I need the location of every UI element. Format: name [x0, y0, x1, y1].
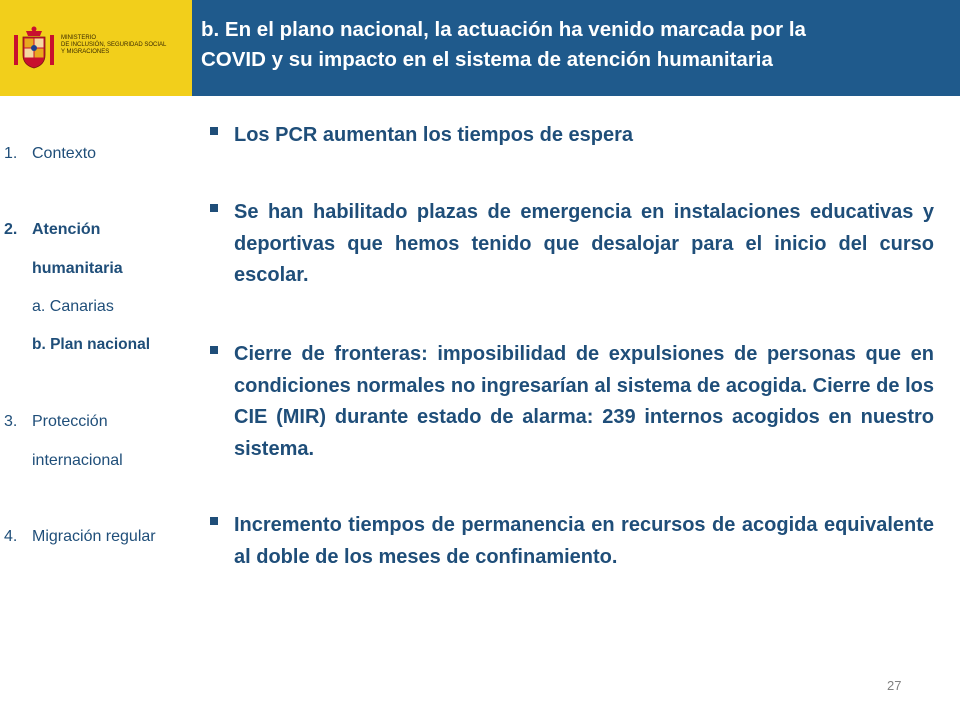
nav-item-label: internacional: [32, 452, 123, 469]
nav-item-number: 3.: [4, 413, 18, 430]
ministry-line: Y MIGRACIONES: [61, 49, 110, 55]
bullet-item: [208, 510, 934, 573]
square-bullet-icon: [210, 127, 218, 135]
ministry-line: MINISTERIO: [61, 35, 97, 41]
spain-coat-of-arms-icon: [12, 25, 56, 71]
ministry-logo-box: [0, 0, 192, 96]
bullet-text: Cierre de fronteras: imposibilidad de expulsiones de personas que en condiciones normales no ingresarían al sistema de acogida. Cierre de los CIE (MIR) durante estado de alarma: 239 internos acogidos en nuestro sistema.: [234, 343, 934, 460]
slide-title: b. En el plano nacional, la actuación ha venido marcada por la COVID y su impacto en el sistema de atención humanitaria: [201, 18, 806, 71]
square-bullet-icon: [210, 204, 218, 212]
nav-item-number: 1.: [4, 145, 18, 162]
nav-item-label: Protección: [32, 413, 108, 430]
nav-item-plan-nacional: [32, 335, 150, 355]
bullet-text: Los PCR aumentan los tiempos de espera: [234, 124, 633, 146]
nav-item-label: a. Canarias: [32, 298, 114, 315]
nav-item-canarias: [32, 297, 114, 317]
bullet-item: [208, 120, 934, 152]
nav-item-number: 2.: [4, 221, 18, 238]
nav-item-label: b. Plan nacional: [32, 336, 150, 353]
nav-item-number: 4.: [4, 528, 18, 545]
bullet-item: [208, 339, 934, 465]
nav-item-migracion-regular: [4, 527, 156, 547]
nav-item-label: Contexto: [32, 145, 97, 162]
square-bullet-icon: [210, 517, 218, 525]
title-bar: [192, 0, 960, 96]
page-number: 27: [887, 678, 902, 693]
nav-item-humanitaria: [32, 259, 123, 279]
nav-item-label: Migración regular: [32, 528, 156, 545]
nav-item-internacional: [32, 451, 123, 471]
nav-item-label: humanitaria: [32, 260, 123, 277]
ministry-line: DE INCLUSIÓN, SEGURIDAD SOCIAL: [61, 42, 167, 48]
bullet-item: [208, 197, 934, 292]
nav-item-contexto: [4, 144, 96, 164]
nav-item-proteccion: [4, 412, 108, 432]
ministry-name: [61, 35, 189, 56]
bullet-text: Incremento tiempos de permanencia en recursos de acogida equivalente al doble de los meses de confinamiento.: [234, 514, 934, 568]
square-bullet-icon: [210, 346, 218, 354]
nav-item-label: Atención: [32, 221, 101, 238]
nav-item-atencion: [4, 220, 100, 240]
bullet-text: Se han habilitado plazas de emergencia en instalaciones educativas y deportivas que hemos tenido que desalojar para el inicio del curso escolar.: [234, 201, 934, 286]
